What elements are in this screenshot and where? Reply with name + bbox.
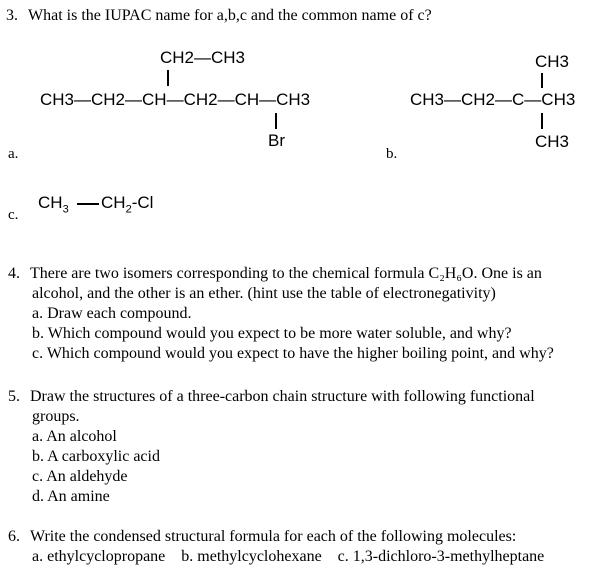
structure-a-branch-bond — [167, 70, 169, 86]
question-4-item-b: b. Which compound would you expect to be more water soluble, and why? — [32, 325, 512, 342]
question-5-number: 5. — [8, 388, 20, 405]
structure-a-main-chain: CH3—CH2—CH—CH2—CH—CH3 — [40, 90, 311, 109]
question-4-line-2: alcohol, and the other is an ether. (hint use the table of electronegativity) — [32, 285, 496, 302]
question-6-items — [32, 547, 544, 567]
structure-a-br-bond — [275, 113, 277, 129]
question-5-item-d: d. An amine — [32, 488, 110, 505]
structure-c-cl: -Cl — [131, 193, 154, 212]
question-4-item-c: c. Which compound would you expect to have the higher boiling point, and why? — [32, 345, 554, 362]
structure-a-br: Br — [268, 131, 285, 150]
question-5-item-a: a. An alcohol — [32, 428, 117, 445]
structure-b-label: b. — [386, 146, 398, 162]
structure-c-rest — [101, 193, 154, 216]
question-3 — [6, 6, 432, 26]
structure-b-top-bond — [541, 73, 543, 88]
question-3-number: 3. — [6, 7, 18, 24]
structure-b-top-methyl: CH3 — [535, 52, 570, 71]
structure-b-bottom-methyl: CH3 — [535, 132, 570, 151]
structure-c-label: c. — [8, 207, 19, 223]
question-6-line-1 — [8, 527, 516, 547]
structure-c-ch3-subscript: 3 — [62, 203, 69, 216]
structure-a-branch: CH2—CH3 — [160, 48, 246, 67]
structure-b-bottom-bond — [541, 113, 543, 129]
question-3-text: What is the IUPAC name for a,b,c and the common name of c? — [28, 7, 432, 24]
structure-c-ch3: CH — [38, 193, 63, 212]
question-5-item-b: b. A carboxylic acid — [32, 448, 160, 465]
question-4-item-a: a. Draw each compound. — [32, 305, 192, 322]
structure-c-bond — [77, 203, 99, 205]
question-4-number: 4. — [8, 265, 20, 282]
structure-c-ch2: CH — [101, 193, 126, 212]
question-5-text-1: Draw the structures of a three-carbon chain structure with following functional — [30, 388, 535, 405]
question-4-text-1: There are two isomers corresponding to the chemical formula C₂H₆O. One is an — [30, 265, 542, 282]
question-4-line-1 — [8, 264, 542, 284]
question-5-line-2: groups. — [32, 408, 80, 425]
structure-c-ch2-subscript: 2 — [125, 203, 132, 216]
question-6-item-c: c. 1,3-dichloro-3-methylheptane — [337, 548, 545, 565]
question-6-text: Write the condensed structural formula for each of the following molecules: — [30, 528, 517, 545]
question-5-item-c: c. An aldehyde — [32, 468, 128, 485]
structure-c-formula — [38, 193, 69, 216]
structure-b-main-chain: CH3—CH2—C—CH3 — [410, 90, 576, 109]
question-5-line-1 — [8, 387, 535, 407]
question-6-item-a: a. ethylcyclopropane — [32, 548, 166, 565]
question-6-number: 6. — [8, 528, 20, 545]
question-6-item-b: b. methylcyclohexane — [181, 548, 322, 565]
structure-a-label: a. — [8, 146, 19, 162]
